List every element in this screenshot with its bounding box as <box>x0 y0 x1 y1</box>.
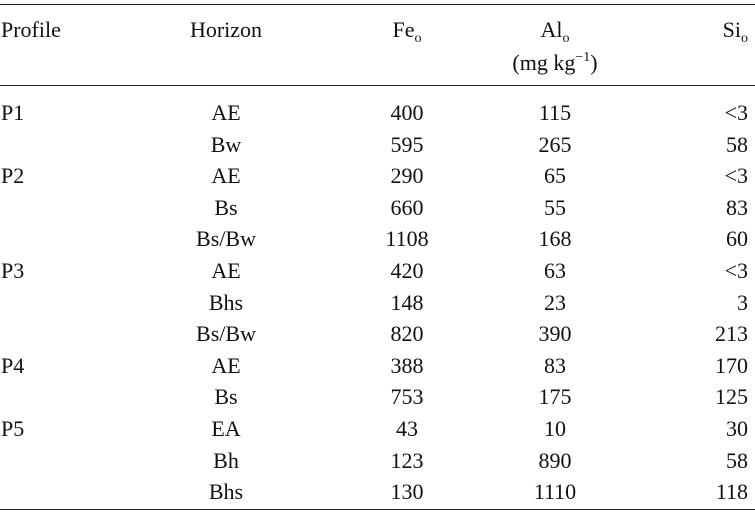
cell-si: 60 <box>726 226 748 251</box>
cell-si: 83 <box>726 195 748 220</box>
cell-si: 58 <box>726 448 748 473</box>
cell-si: 30 <box>726 416 748 441</box>
cell-si: 58 <box>726 132 748 157</box>
cell-si: <3 <box>724 163 748 188</box>
header-si: $Si_o$ <box>722 17 748 46</box>
header-profile: Profile <box>1 17 61 42</box>
cell-si: 3 <box>737 290 748 315</box>
cell-profile: P5 <box>1 416 25 441</box>
table-header-rule <box>0 85 755 86</box>
cell-si: 118 <box>715 479 748 504</box>
cell-profile: P1 <box>1 100 25 125</box>
cell-si: <3 <box>724 258 748 283</box>
cell-profile: P4 <box>1 353 25 378</box>
cell-si: 213 <box>715 321 748 346</box>
cell-profile: P2 <box>1 163 25 188</box>
table-bottom-rule <box>0 509 755 510</box>
cell-si: 170 <box>715 353 748 378</box>
cell-si: <3 <box>724 100 748 125</box>
cell-profile: P3 <box>1 258 25 283</box>
cell-si: 125 <box>715 384 748 409</box>
table-top-rule <box>0 4 755 5</box>
